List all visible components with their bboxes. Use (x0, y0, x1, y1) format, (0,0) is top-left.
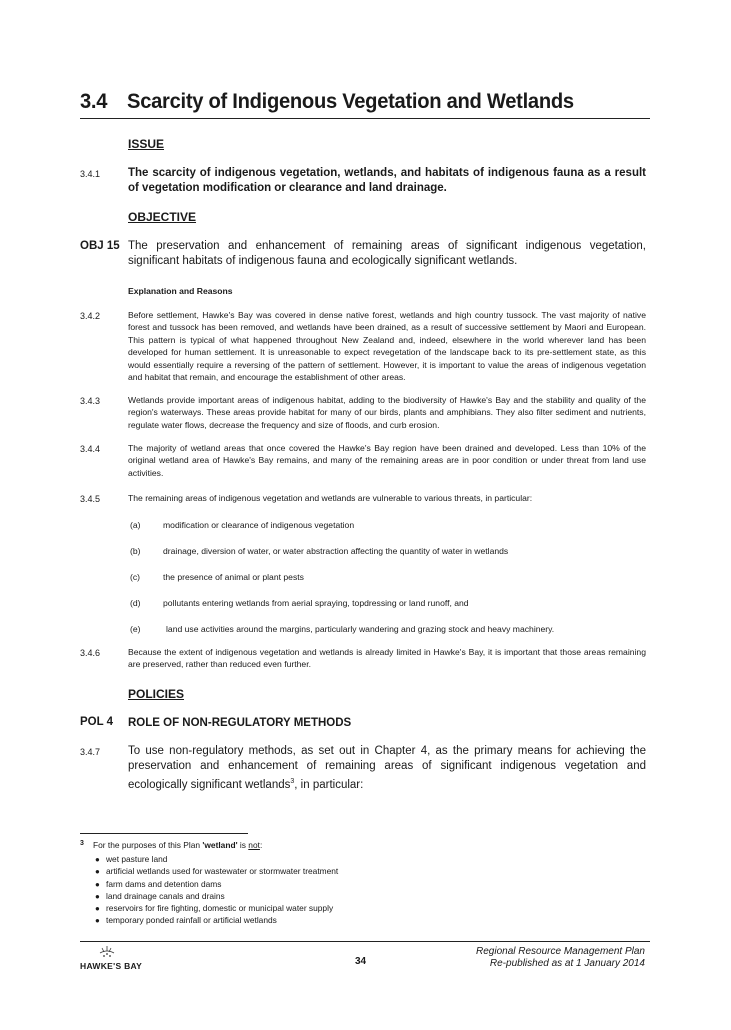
paragraph-number: 3.4.2 (80, 311, 101, 321)
paragraph-number: 3.4.7 (80, 747, 101, 757)
issue-label: ISSUE (128, 137, 165, 151)
list-item-text: land use activities around the margins, particularly wandering and grazing stock and heavy machinery. (166, 624, 555, 634)
bullet-icon: ● (95, 855, 100, 864)
footnote-number: 3 (80, 840, 84, 847)
section-heading (80, 90, 627, 114)
policy-text (128, 744, 646, 793)
paragraph-number: 3.4.4 (80, 444, 101, 454)
paragraph-number: 3.4.3 (80, 396, 101, 406)
list-item-text: temporary ponded rainfall or artificial wetlands (106, 915, 277, 926)
footer-plan-info (476, 946, 645, 970)
bullet-icon: ● (95, 904, 100, 914)
list-item-label: (c) (130, 572, 141, 582)
footnote-intro-pre: For the purposes of this Plan (93, 840, 203, 850)
footnote-term: 'wetland' (202, 840, 238, 850)
paragraph-text: Before settlement, Hawke's Bay was covered in dense native forest, wetlands and high country tussock. The vast majority of native forest and tussock has been removed, and wetlands have been drained, as a result of successive settlement by Maori and European. This pattern is typical of what happened throughout New Zealand and, indeed, elsewhere in the world wherever land has been developed for human settlement. It is unreasonable to expect revegetation of the landscape back to its pre-settlement state, as this would essentially require a reversing of the pattern of settlement. However, it is important to value the areas of indigenous vegetation and habitat that remain, and encourage the establishment of other areas. (128, 310, 646, 383)
policy-title: ROLE OF NON-REGULATORY METHODS (128, 717, 352, 729)
list-item (95, 890, 338, 902)
list-item-label: (a) (130, 520, 141, 530)
list-item-text: artificial wetlands used for wastewater or stormwater treatment (106, 866, 339, 877)
list-item-label: (d) (130, 598, 141, 608)
footnote-rule (80, 833, 248, 834)
footer-rule (80, 941, 650, 942)
issue-number: 3.4.1 (80, 169, 101, 179)
list-item-text: modification or clearance of indigenous vegetation (163, 520, 355, 530)
logo-text: HAWKE'S BAY (80, 961, 143, 971)
list-item-text: wet pasture land (106, 854, 168, 864)
paragraph-text: Wetlands provide important areas of indigenous habitat, adding to the biodiversity of Hawke's Bay and the stability and quality of the region's waterways. These areas provide habitat for many of our birds, plants and amphibians. They also filter sediment and nutrients, regulate water flows, decrease the frequency and size of floods, and curb erosion. (128, 395, 646, 430)
policies-label: POLICIES (128, 687, 185, 701)
policy-text-end: , in particular: (294, 778, 364, 791)
plan-title: Regional Resource Management Plan (476, 946, 645, 957)
paragraph-text: The majority of wetland areas that once covered the Hawke's Bay region have been drained and developed. Less than 10% of the original wetland area of Hawke's Bay remains, and many of the remaining areas are in poor condition or under threat from land use activities. (128, 443, 646, 478)
list-item-label: (e) (130, 624, 141, 634)
section-title: Scarcity of Indigenous Vegetation and Wetlands (127, 90, 574, 113)
footnote-not: not (248, 840, 260, 850)
bullet-icon: ● (95, 879, 100, 889)
paragraph-text: The remaining areas of indigenous vegetation and wetlands are vulnerable to various threats, in particular: (128, 493, 533, 503)
paragraph-number: 3.4.5 (80, 494, 101, 504)
objective-number: OBJ 15 (80, 240, 120, 252)
list-item (95, 914, 338, 926)
paragraph-text: Because the extent of indigenous vegetation and wetlands is already limited in Hawke's Bay, it is important that those areas remaining are preserved, rather than reduced even further. (128, 647, 646, 670)
list-item (95, 878, 338, 890)
objective-label: OBJECTIVE (128, 210, 197, 224)
footnote-colon: : (259, 840, 263, 850)
list-item-text: pollutants entering wetlands from aerial spraying, topdressing or land runoff, and (163, 598, 469, 608)
heading-rule (80, 118, 650, 119)
list-item (95, 853, 338, 865)
bullet-icon: ● (95, 867, 100, 877)
list-item-label: (b) (130, 546, 141, 556)
objective-text: The preservation and enhancement of remaining areas of significant indigenous vegetation, significant habitats of indigenous fauna and ecologically significant wetlands. (128, 240, 646, 267)
list-item-text: drainage, diversion of water, or water abstraction affecting the quantity of water in wetlands (163, 546, 509, 556)
paragraph-number: 3.4.6 (80, 648, 101, 658)
footnote-list (95, 853, 338, 927)
policy-text-main: To use non-regulatory methods, as set out in Chapter 4, as the primary means for achieving the preservation and enhancement of remaining areas of significant indigenous vegetation and ecologically significant wetlands (128, 745, 646, 791)
list-item (95, 865, 338, 877)
bullet-icon: ● (95, 891, 100, 901)
footnote-intro (93, 840, 262, 850)
republished-date: Re-published as at 1 January 2014 (489, 958, 645, 969)
list-item-text: reservoirs for fire fighting, domestic or municipal water supply (106, 903, 334, 914)
bullet-icon: ● (95, 916, 100, 926)
list-item (95, 902, 338, 914)
footnote-ref[interactable]: 3 (290, 778, 295, 785)
policy-number: POL 4 (80, 716, 114, 728)
list-item-text: the presence of animal or plant pests (163, 572, 304, 582)
list-item-text: land drainage canals and drains (106, 890, 225, 901)
section-number: 3.4 (80, 90, 108, 113)
footnote-intro-mid: is (237, 840, 249, 850)
explanation-label: Explanation and Reasons (128, 286, 233, 296)
list-item-text: farm dams and detention dams (106, 878, 222, 889)
issue-text: The scarcity of indigenous vegetation, wetlands, and habitats of indigenous fauna as a result of vegetation modification or clearance and land drainage. (128, 167, 646, 194)
page-number: 34 (355, 956, 367, 967)
